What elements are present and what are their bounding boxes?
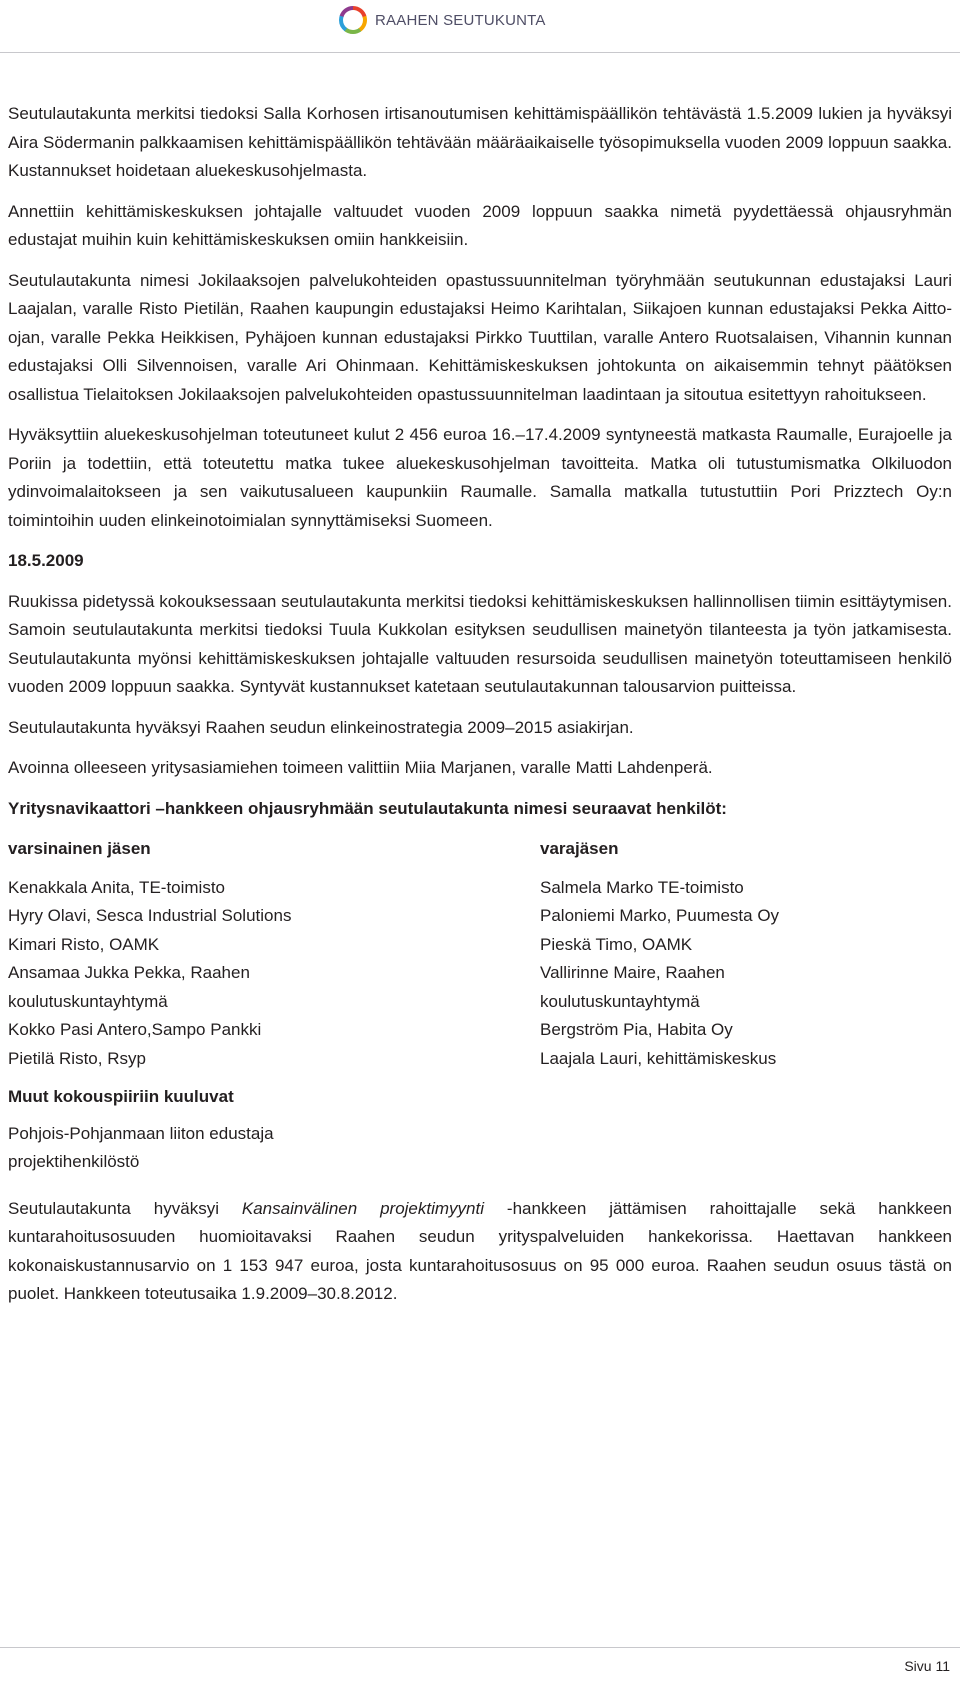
logo-text: RAAHEN SEUTUKUNTA [375, 11, 546, 29]
other-heading: Muut kokouspiiriin kuuluvat [8, 1087, 234, 1106]
page-number: Sivu 11 [904, 1658, 950, 1674]
list-item: Pieskä Timo, OAMK [540, 934, 693, 954]
logo-ring-icon [337, 4, 369, 36]
paragraph-4: Hyväksyttiin aluekeskusohjelman toteutuneet kulut 2 456 euroa 16.–17.4.2009 syntyneestä matkasta Raumalle, Eurajoelle ja Poriin ja todettiin, että toteutettu matka tukee aluekeskusohjelman tavoitteita. Matka oli tutustumismatka Olkiluodon ydinvoimalaitokseen ja sen vaikutusalueen kaupunkiin Raumalle. Samalla matkalla tutustuttiin Pori Prizztech Oy:n toimintoihin uuden elinkeinotoimialan synnyttämiseksi Suomeen. [8, 425, 952, 530]
document-body [8, 100, 952, 1321]
list-item: Pietilä Risto, Rsyp [8, 1048, 146, 1068]
member-column-right [540, 835, 952, 1177]
logo [337, 4, 546, 36]
list-item: projektihenkilöstö [8, 1152, 140, 1171]
list-item: Laajala Lauri, kehittämiskeskus [540, 1048, 777, 1068]
list-item: Ansamaa Jukka Pekka, Raahen koulutuskuntayhtymä [8, 963, 250, 1011]
header-divider [0, 52, 960, 53]
paragraph-5: Ruukissa pidetyssä kokouksessaan seutulautakunta merkitsi tiedoksi kehittämiskeskuksen hallinnollisen tiimin esittäytymisen. Samoin seutulautakunta merkitsi tiedoksi Tuula Kukkolan esityksen seudullisen mainetyön tilanteesta ja työn jatkamisesta. Seutulautakunta myönsi kehittämiskeskuksen johtajalle valtuuden resursoida seudullisen mainetyön toteuttamiseen henkilö vuoden 2009 loppuun saakka. Syntyvät kustannukset katetaan seutulautakunnan talousarvion puitteissa. [8, 591, 952, 696]
paragraph-7: Avoinna olleeseen yritysasiamiehen toimeen valittiin Miia Marjanen, varalle Matti Lahdenperä. [8, 758, 713, 777]
paragraph-6: Seutulautakunta hyväksyi Raahen seudun elinkeinostrategia 2009–2015 asiakirjan. [8, 717, 634, 737]
paragraph-1: Seutulautakunta merkitsi tiedoksi Salla Korhosen irtisanoutumisen kehittämispäällikön tehtävästä 1.5.2009 lukien ja hyväksyi Aira Södermanin palkkaamisen kehittämispäällikön tehtävään määräaikaiselle työsopimuksella vuoden 2009 loppuun saakka. Kustannukset hoidetaan aluekeskusohjelmasta. [8, 104, 952, 180]
list-item: Vallirinne Maire, Raahen koulutuskuntayhtymä [540, 963, 725, 1011]
page-header [0, 0, 960, 58]
column-heading: varajäsen [540, 839, 619, 858]
list-item: Bergström Pia, Habita Oy [540, 1020, 733, 1039]
list-item: Kimari Risto, OAMK [8, 934, 160, 954]
column-heading: varsinainen jäsen [8, 839, 151, 858]
list-item: Hyry Olavi, Sesca Industrial Solutions [8, 906, 292, 925]
footer-divider [0, 1647, 960, 1648]
list-item: Kenakkala Anita, TE-toimisto [8, 877, 226, 897]
paragraph-8-end: -hankkeen jättämisen rahoittajalle sekä hankkeen kuntarahoitusosuuden huomioitavaksi Raahen seudun yrityspalveluiden hankekorissa. Haettavan hankkeen kokonaiskustannusarvio on 1 153 947 euroa, josta kuntarahoitusosuus on 95 000 euroa. Raahen seudun osuus tästä on puolet. Hankkeen toteutusaika 1.9.2009–30.8.2012. [8, 1198, 952, 1303]
list-item: Paloniemi Marko, Puumesta Oy [540, 906, 780, 925]
meeting-date: 18.5.2009 [8, 551, 84, 570]
project-name: Kansainvälinen projektimyynti [241, 1198, 485, 1218]
paragraph-3: Seutulautakunta nimesi Jokilaaksojen palvelukohteiden opastussuunnitelman työryhmään seutukunnan edustajaksi Lauri Laajalan, varalle Risto Pietilän, Raahen kaupungin edustajaksi Heimo Karihtalan, Siikajoen kunnan edustajaksi Pekka Aitto-ojan, varalle Pekka Heikkisen, Pyhäjoen kunnan edustajaksi Pirkko Tuuttilan, varalle Antero Ruotsalaisen, Vihannin kunnan edustajaksi Olli Silvennoisen, varalle Ari Ohinmaan. Kehittämiskeskuksen johtokunta on aikaisemmin tehnyt päätöksen osallistua Tielaitoksen Jokilaaksojen palvelukohteiden opastussuunnitelman laadintaan ja sitoutua esitettyyn rahoitukseen. [8, 270, 952, 404]
paragraph-8-start: Seutulautakunta hyväksyi [8, 1198, 242, 1218]
paragraph-2: Annettiin kehittämiskeskuksen johtajalle valtuudet vuoden 2009 loppuun saakka nimetä pyydettäessä ohjausryhmän edustajat muihin kuin kehittämiskeskuksen omiin hankkeisiin. [8, 201, 952, 249]
list-item: Pohjois-Pohjanmaan liiton edustaja [8, 1123, 274, 1143]
member-column-left [8, 835, 540, 1177]
paragraph-8 [8, 1195, 952, 1309]
list-item: Kokko Pasi Antero,Sampo Pankki [8, 1020, 262, 1039]
section-heading: Yritysnavikaattori –hankkeen ohjausryhmään seutulautakunta nimesi seuraavat henkilöt: [8, 798, 727, 818]
list-item: Salmela Marko TE-toimisto [540, 877, 744, 897]
member-columns [8, 835, 952, 1177]
